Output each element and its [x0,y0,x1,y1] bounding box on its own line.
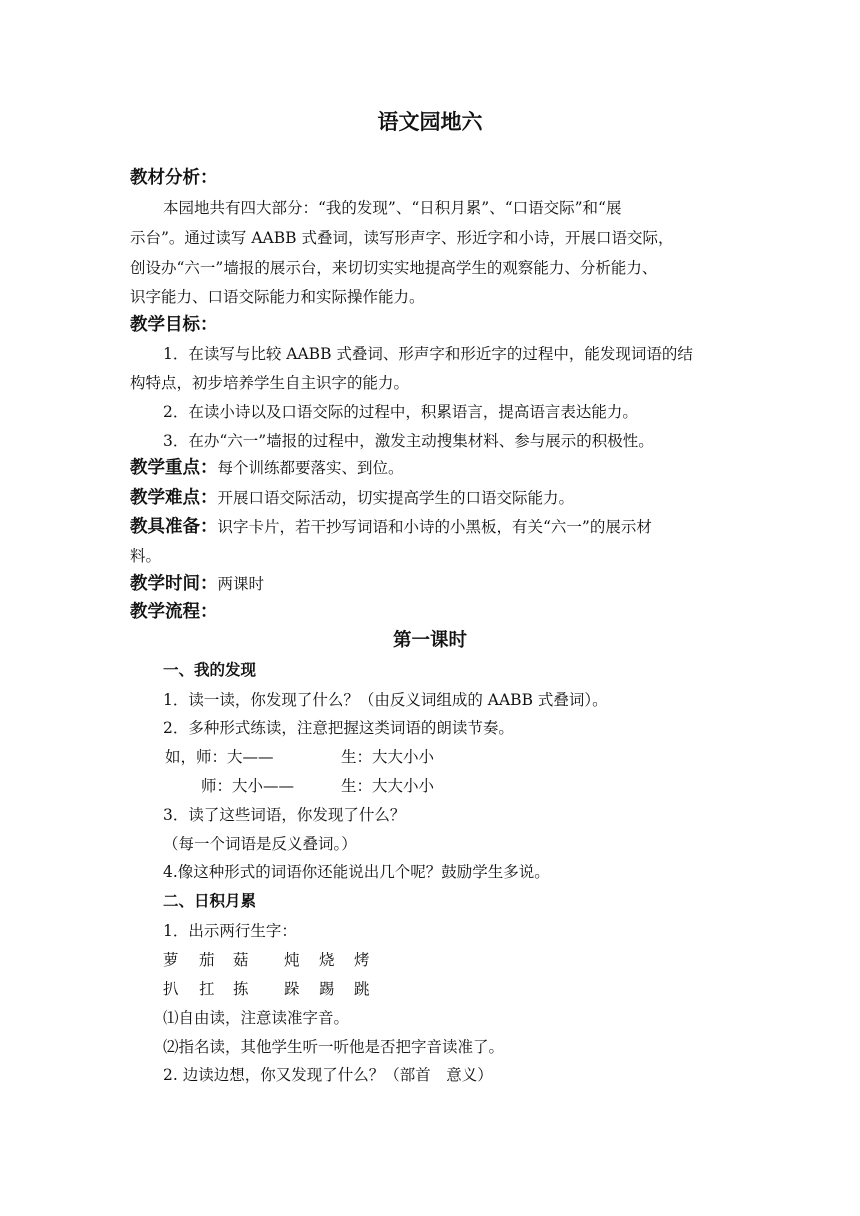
time-text: 两课时 [217,575,265,593]
char-row2-1: 扒 [163,980,179,998]
analysis-line-3: 创设办“六一”墙报的展示台，来切切实实地提高学生的观察能力、分析能力、 [130,259,658,277]
goals-line-2: 构特点，初步培养学生自主识字的能力。 [130,374,410,392]
char-row1-5: 烧 [319,951,335,969]
char-row2-3: 拣 [233,980,249,998]
time-label: 教学时间： [130,574,218,594]
analysis-heading: 教材分析： [130,168,218,188]
char-row1-1: 萝 [163,951,179,969]
difficulty-row [130,486,574,510]
page-title: 语文园地六 [377,109,483,134]
part1-line-3: 3．读了这些词语，你发现了什么？ [163,806,406,824]
difficulty-text: 开展口语交际活动，切实提高学生的口语交际能力。 [217,489,575,507]
key-point-label: 教学重点： [130,458,218,478]
analysis-line-1: 本园地共有四大部分：“我的发现”、“日积月累”、“口语交际”和“展 [163,199,622,217]
char-row1-6: 烤 [354,951,370,969]
part2-step-1: ⑴自由读，注意读准字音。 [163,1009,350,1027]
part1-example-2-teacher: 师：大小—— [201,777,295,795]
analysis-line-2: 示台”。通过读写 AABB 式叠词，读写形声字、形近字和小诗，开展口语交际， [130,229,674,247]
part1-line-4: （每一个词语是反义叠词。） [163,835,357,853]
tools-text-cont: 料。 [130,547,162,565]
tools-row [130,515,652,539]
part2-heading: 二、日积月累 [163,891,257,910]
part1-example-1-student: 生：大大小小 [341,748,435,766]
part1-example-1-teacher: 如，师：大—— [165,748,274,766]
part2-line-1: 1．出示两行生字： [163,922,297,940]
goals-line-3: 2．在读小诗以及口语交际的过程中，积累语言，提高语言表达能力。 [163,403,638,421]
time-row [130,572,264,596]
part1-line-2: 2．多种形式练读，注意把握这类词语的朗读节奏。 [163,719,514,737]
part2-step-2: ⑵指名读，其他学生听一听他是否把字音读准了。 [163,1038,505,1056]
goals-line-4: 3．在办“六一”墙报的过程中，激发主动搜集材料、参与展示的积极性。 [163,432,654,450]
tools-label: 教具准备： [130,517,218,537]
part2-line-2: 2. 边读边想，你又发现了什么？（部首 意义） [163,1066,493,1084]
part1-heading: 一、我的发现 [163,660,257,679]
flow-heading: 教学流程： [130,602,218,622]
goals-line-1: 1．在读写与比较 AABB 式叠词、形声字和形近字的过程中，能发现词语的结 [163,345,693,363]
char-row1-4: 炖 [284,951,300,969]
part1-line-5: 4.像这种形式的词语你还能说出几个呢？鼓励学生多说。 [163,863,550,881]
key-point-text: 每个训练都要落实、到位。 [217,459,404,477]
char-row1-2: 茄 [199,951,215,969]
char-row2-4: 跺 [284,980,300,998]
part1-line-1: 1．读一读，你发现了什么？（由反义词组成的 AABB 式叠词）。 [163,691,608,709]
key-point-row [130,456,404,480]
tools-text: 识字卡片，若干抄写词语和小诗的小黑板，有关“六一”的展示材 [217,518,652,536]
char-row1-3: 菇 [233,951,249,969]
char-row2-5: 踢 [319,980,335,998]
lesson1-title: 第一课时 [392,630,467,651]
part1-example-2-student: 生：大大小小 [341,777,435,795]
char-row2-2: 扛 [199,980,215,998]
analysis-line-4: 识字能力、口语交际能力和实际操作能力。 [130,288,425,306]
difficulty-label: 教学难点： [130,488,218,508]
char-row2-6: 跳 [354,980,370,998]
goals-heading: 教学目标： [130,315,218,335]
